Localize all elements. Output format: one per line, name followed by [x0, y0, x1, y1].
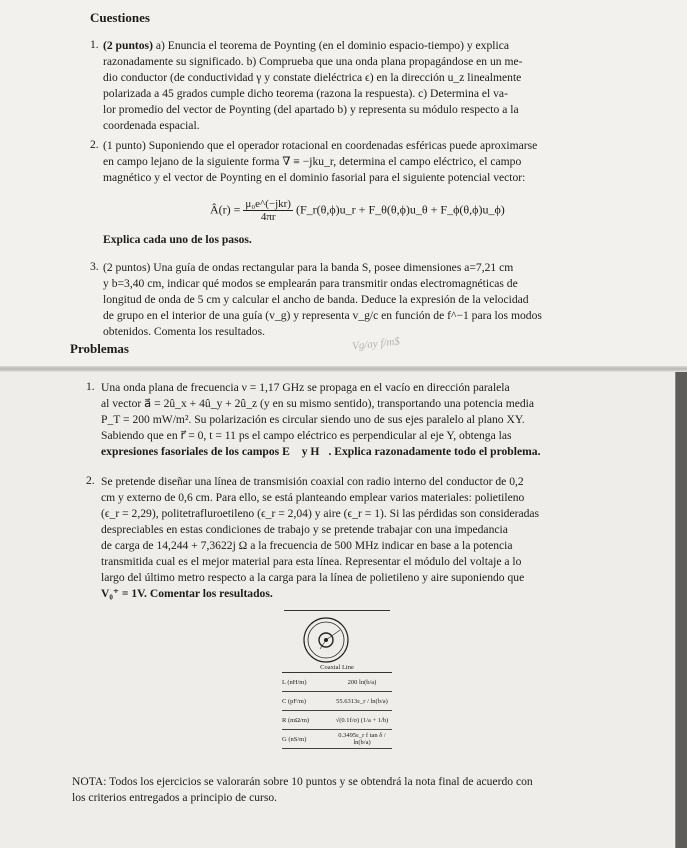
q2-line-2: en campo lejano de la siguiente forma ∇ ≡ −jku_r, determina el campo eléctrico, el campo	[103, 155, 522, 168]
formula-lhs: Â(r) =	[210, 202, 244, 217]
sheet-fold	[0, 366, 687, 372]
q2-line-3: magnético y el vector de Poynting en el dominio fasorial para el siguiente potencial vector:	[103, 171, 526, 184]
p1-line-3: P_T = 200 mW/m². Su polarización es circular siendo uno de sus ejes paralelo al plano XY.	[101, 413, 525, 426]
p2-line-1: Se pretende diseñar una línea de transmisión coaxial con radio interno del conductor de 0,2	[101, 475, 524, 488]
p2-line-3: (ϵ_r = 2,29), politetrafluroetileno (ϵ_r = 2,04) y aire (ϵ_r = 1). Si las pérdidas son consideradas	[101, 507, 540, 520]
q2-number: 2.	[90, 138, 99, 151]
p1-line-1: Una onda plana de frecuencia ν = 1,17 GHz se propaga en el vacío en dirección paralela	[101, 381, 510, 394]
coax-expr: √(0.1f/σ) (1/a + 1/b)	[335, 716, 389, 724]
formula-denominator: 4πr	[260, 211, 276, 223]
q2-explain: Explica cada uno de los pasos.	[103, 233, 252, 246]
p1-line-5: expresiones fasoriales de los campos E⃗ y H⃗. Explica razonadamente todo el problema.	[101, 445, 541, 458]
vector-potential-formula	[210, 198, 505, 223]
formula-numerator: μ₀e^(−jkr)	[245, 198, 291, 210]
q3-line-2: y b=3,40 cm, indicar qué modos se emplearán para transmitir ondas electromagnéticas de	[103, 277, 518, 290]
coax-expr: 55.6313ε_r / ln(b/a)	[336, 697, 388, 705]
q2-line-1: (1 punto) Suponiendo que el operador rotacional en coordenadas esféricas puede aproximarse	[103, 139, 538, 152]
q1-line-4: polarizada a 45 grados cumple dicho teorema (razona la respuesta). c) Determina el va-	[103, 87, 508, 100]
q1-line-6: coordenada espacial.	[103, 119, 200, 132]
coax-param: G (nS/m)	[282, 735, 307, 743]
coaxial-cross-section-figure	[300, 616, 360, 666]
table-row	[282, 711, 392, 730]
table-row	[282, 692, 392, 711]
p1-line-4: Sabiendo que en r⃗ = 0, t = 11 ps el campo eléctrico es perpendicular al eje Y, obtenga las	[101, 429, 512, 442]
coaxial-line-table	[282, 664, 392, 749]
q3-line-3: longitud de onda de 5 cm y calcular el ancho de banda. Deduce la expresión de la velocidad	[103, 293, 529, 306]
q1-number: 1.	[90, 38, 99, 51]
coax-param: L (nH/m)	[282, 678, 307, 686]
q1-points: (2 puntos)	[103, 39, 153, 52]
q3-line-4: de grupo en el interior de una guía (v_g) y representa v_g/c en función de f^−1 para los modos	[103, 309, 542, 322]
formula-rhs: (F_r(θ,ϕ)u_r + F_θ(θ,ϕ)u_θ + F_ϕ(θ,ϕ)u_ϕ)	[295, 202, 505, 217]
table-row	[282, 673, 392, 692]
cuestiones-heading: Cuestiones	[90, 10, 150, 25]
p2-line-5: de carga de 14,244 + 7,3622j Ω a la frecuencia de 500 MHz indicar en base a la potencia	[101, 539, 513, 552]
p2-number: 2.	[86, 474, 95, 487]
q1-line-5: lor promedio del vector de Poynting (del apartado b) y representa su módulo respecto a la	[103, 103, 519, 116]
p1-number: 1.	[86, 380, 95, 393]
p1-line-2: al vector a⃗ = 2û_x + 4û_y + 2û_z (y en su mismo sentido), transportando una potencia media	[101, 397, 535, 410]
p2-line-7: largo del último metro respecto a la carga para la línea de polietileno y aire suponiendo que	[101, 571, 525, 584]
q1-line-3: dio conductor (de conductividad γ y constate dieléctrica ϵ) en la dirección u_z linealmente	[103, 71, 522, 84]
coax-table-title: Coaxial Line	[282, 664, 392, 673]
p2-line-4: despreciables en estas condiciones de trabajo y se pretende trabajar con una impedancia	[101, 523, 508, 536]
p2-line-2: cm y externo de 0,6 cm. Para ello, se está planteando emplear varios materiales: polietileno	[101, 491, 525, 504]
nota-line-1: NOTA: Todos los ejercicios se valorarán sobre 10 puntos y se obtendrá la nota final de acuerdo con	[72, 775, 533, 788]
coax-param: R (mΩ/m)	[282, 716, 310, 724]
formula-fraction	[243, 198, 293, 223]
page-edge-shadow	[676, 368, 687, 848]
q1-line-1: (2 puntos) a) Enuncia el teorema de Poynting (en el dominio espacio-tiempo) y explica	[103, 39, 510, 52]
nota-line-2: los criterios entregados a principio de curso.	[72, 791, 278, 804]
table-row	[282, 730, 392, 749]
q3-line-5: obtenidos. Comenta los resultados.	[103, 325, 265, 338]
q3-line-1: (2 puntos) Una guía de ondas rectangular para la banda S, posee dimensiones a=7,21 cm	[103, 261, 514, 274]
p2-line-8: V₀⁺ = 1V. Comentar los resultados.	[101, 587, 273, 600]
coax-param: C (pF/m)	[282, 697, 307, 705]
problemas-heading: Problemas	[70, 341, 129, 356]
handwritten-scribble: Vg/ay f/m$	[351, 335, 401, 353]
q1-line-2: razonadamente su significado. b) Comprueba que una onda plana propagándose en un me-	[103, 55, 523, 68]
figure-top-rule	[284, 610, 390, 611]
q3-number: 3.	[90, 260, 99, 273]
coax-expr: 0.3495ε_r f tan δ / ln(b/a)	[338, 732, 386, 746]
p2-line-6: transmitida cual es el mejor material para esta línea. Representar el módulo del voltaje a lo	[101, 555, 522, 568]
coax-expr: 200 ln(b/a)	[347, 678, 377, 686]
